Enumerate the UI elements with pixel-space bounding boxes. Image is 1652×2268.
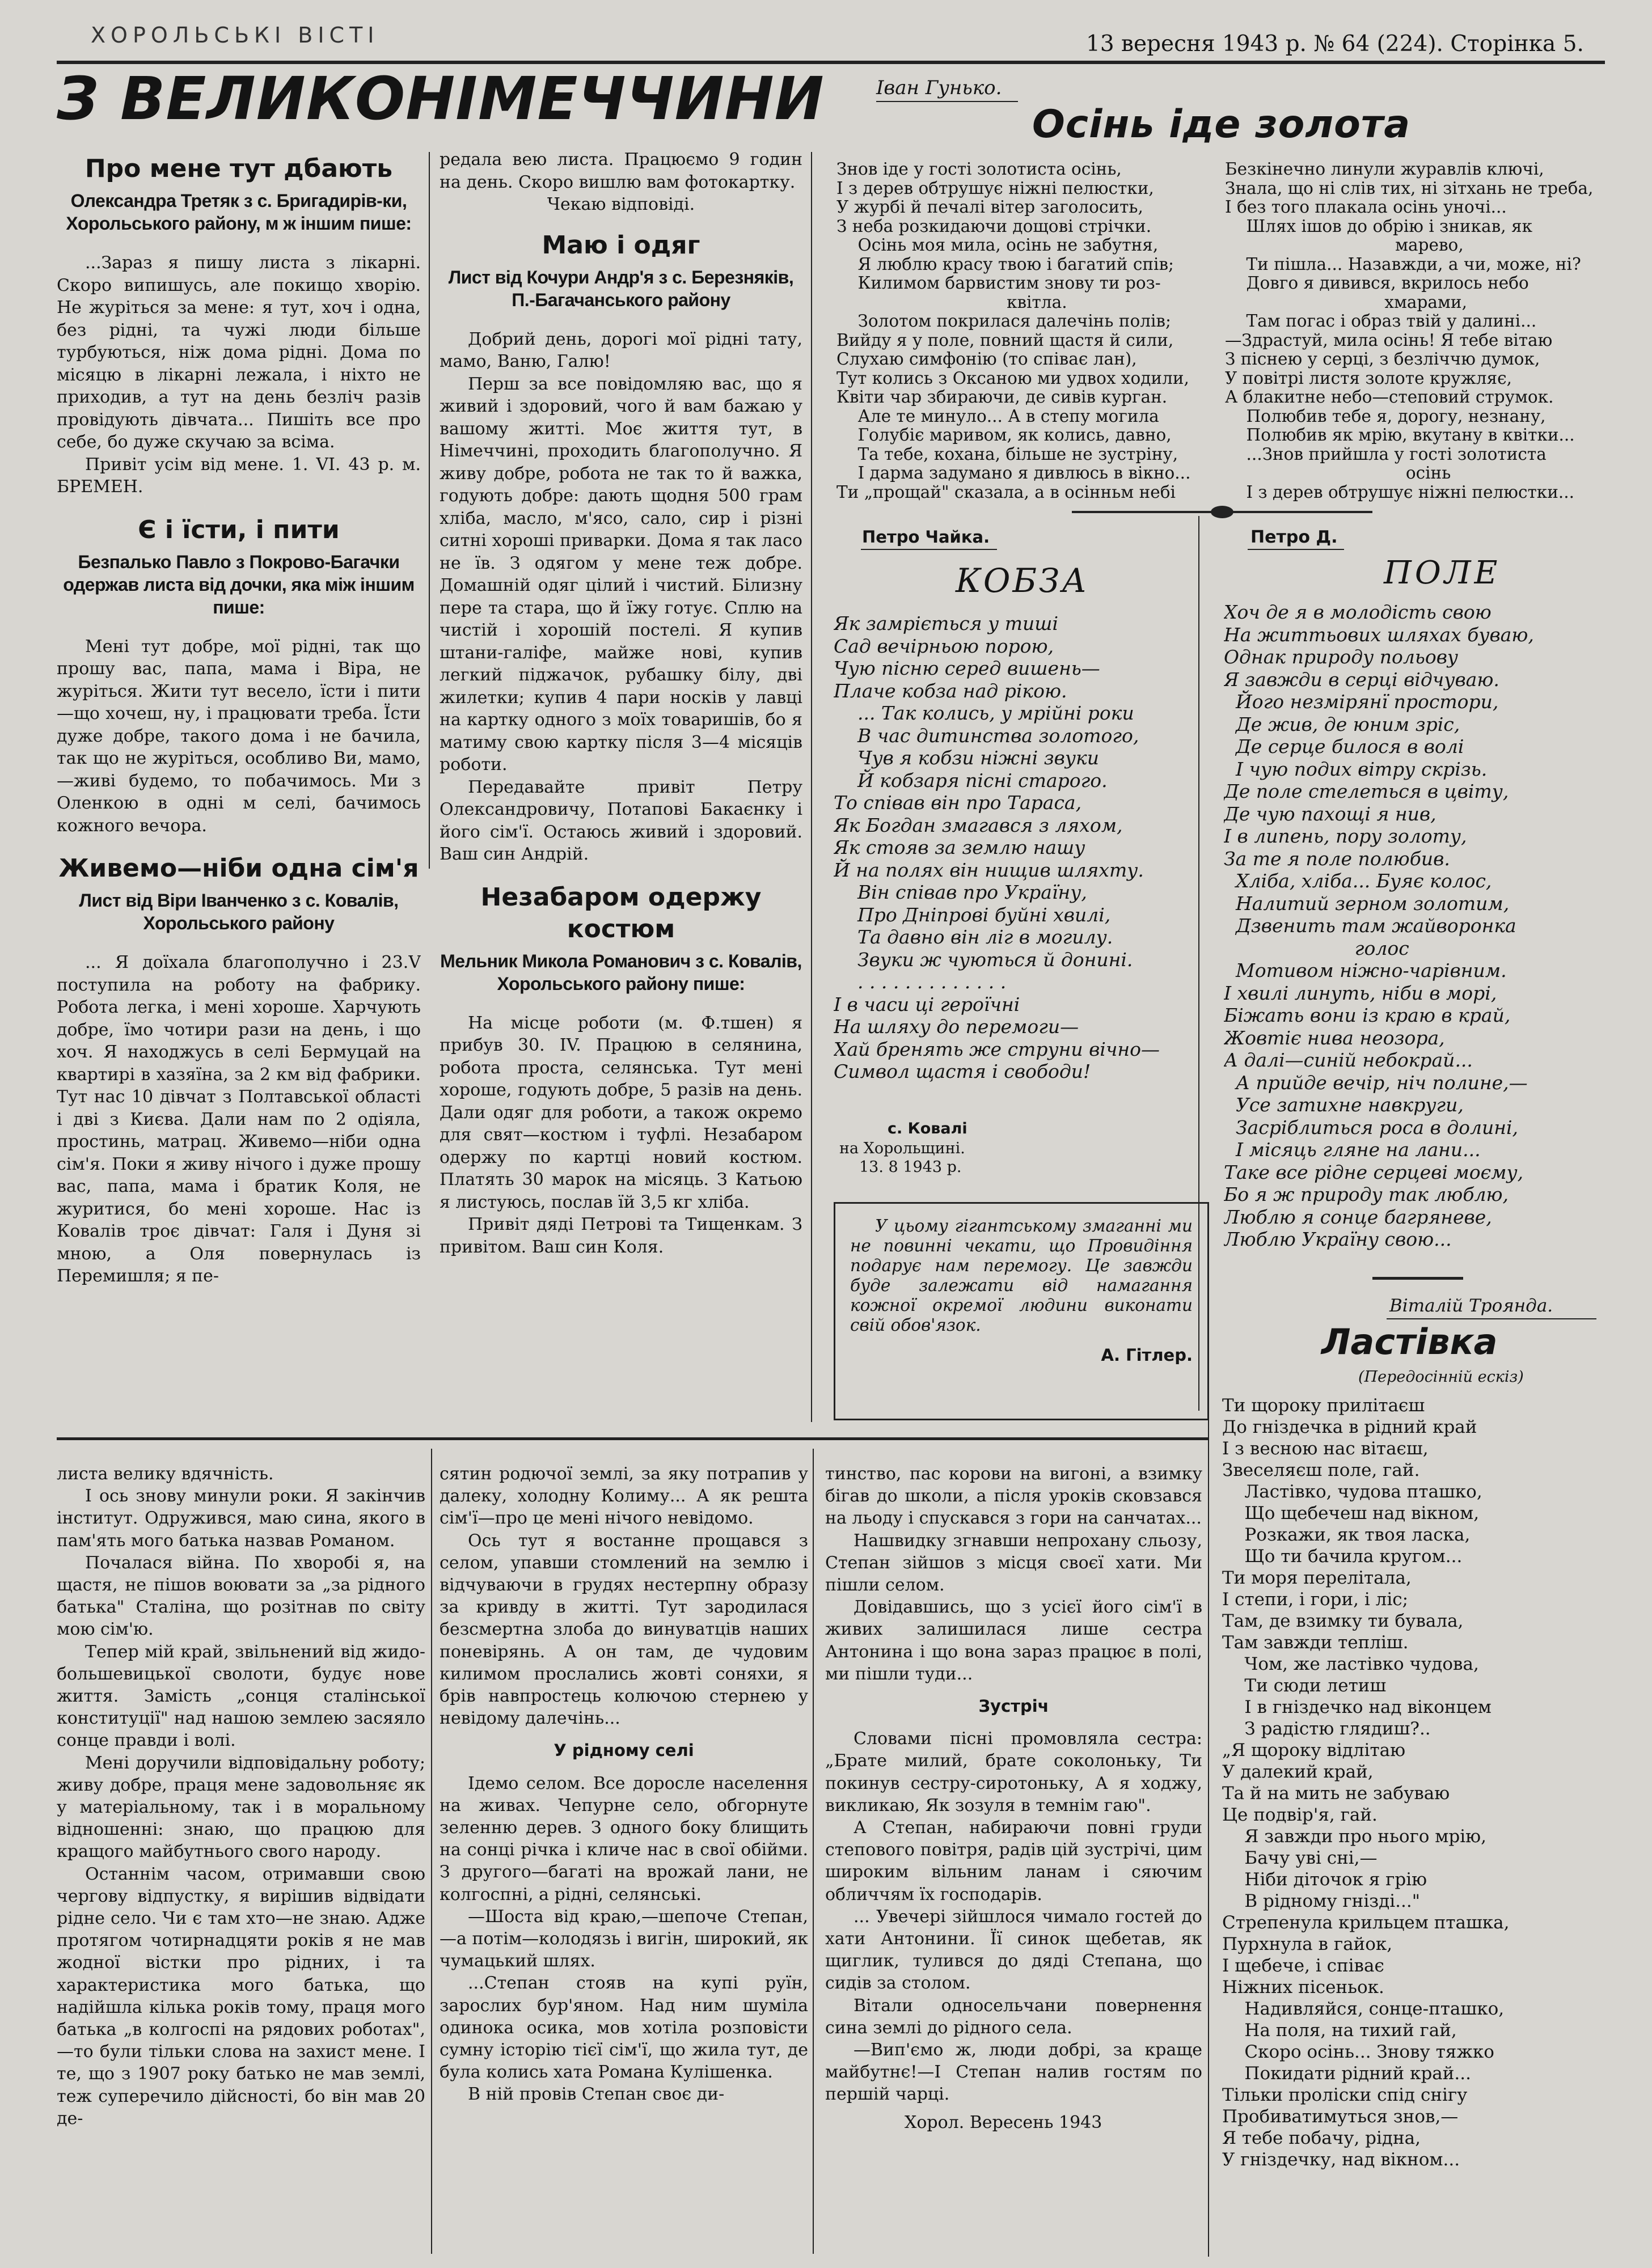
story-paragraph: ...Степан стояв на купі руїн, зарослих бур'яном. Над ним шуміла одинока осика, мов хотіла розповісти сумну історію тієї сім'ї, що жила тут, де була колись хата Романа Кулішенка. [440,1973,808,2083]
poem-line: Як замріється у тиші [834,612,1059,634]
story-column-2 [440,1463,808,2259]
poem-line: І місяць гляне на лани... [1224,1139,1481,1161]
article-lead: Лист від Кочури Андр'я з с. Березняків, П.-Багачанського району [448,266,794,310]
poem-line: Ти „прощай" сказала, а в осінньм небі [836,482,1176,502]
poem-line: Бачу уві сні,— [1222,1848,1378,1868]
poem-line: Біжать вони із краю в край, [1224,1004,1511,1026]
poem-line: Шлях ішов до обрію і зникав, як [1225,216,1533,236]
story-paragraph: А Степан, набираючи повні груди степового повітря, радів цій зустрічі, цим широким вільним ланам і сяючим обличчям їх господарів. [825,1818,1202,1905]
quote-text: У цьому гігантському змаганні ми не повинні чекати, що Провидіння подарує нам перемогу. Це завжди буде залежати від намагання кожної окремої людини виконати свій обов'язок. [850,1216,1193,1335]
poem-line: Він співав про Україну, [834,881,1087,903]
poem-line: Розкажи, як твоя ласка, [1222,1525,1471,1545]
poem-pole [1224,601,1615,1267]
poem-line: Голубіє маривом, як колись, давно, [836,425,1172,445]
column-1 [57,147,421,1430]
poem-line: То співав він про Тараса, [834,792,1082,814]
story-paragraph: Словами пісні промовляла сестра: „Брате милий, брате соколоньку, Ти покинув сестру-сиротоньку, А я ходжу, викликаю, Як зозуля в темнім гаю". [825,1729,1202,1816]
poem-line: Золотом покрилася далечінь полів; [836,311,1171,331]
poem-line: Та й на мить не забуваю [1222,1783,1450,1804]
poem-line: ... Так колись, у мрійні роки [834,702,1134,724]
author-underline [876,101,1018,102]
poem-author: Іван Гунько. [876,77,1002,99]
poem-line: І хвилі линуть, ніби в морі, [1224,981,1497,1004]
poem-line: Знала, що ні слів тих, ні зітхань не треба, [1225,178,1594,198]
poem-line: Що щебечеш над вікном, [1222,1503,1480,1524]
poem-line: Та тебе, кохана, більше не зустріну, [836,444,1178,464]
poem-line: З піснею у серці, з безліччю думок, [1225,349,1540,369]
story-column-3 [825,1463,1202,2259]
poem-line: Ти моря перелітала, [1222,1568,1412,1588]
poem-line: За те я поле полюбив. [1224,847,1450,870]
poem-line: Я тебе побачу, рідна, [1222,2128,1421,2148]
author-underline [1387,1318,1596,1319]
poem-line: Квіти чар збираючи, де сивів курган. [836,387,1168,407]
article-body: Передавайте привіт Петру Олександровичу, Потапові Бакаєнку і його сім'ї. Остаюсь живий і здоровий. Ваш син Андрій. [440,777,802,864]
poem-line: Про Дніпрові буйні хвилі, [834,903,1111,926]
poem-line: А блакитне небо—степовий струмок. [1225,387,1554,407]
poem-line: Я люблю красу твою і багатий спів; [836,254,1174,274]
story-paragraph: Мені доручили відповідальну роботу; живу добре, праця мене задовольняє як у матеріальному, так і в моральному відношенні: знаю, що працюю для кращого майбутнього свого народу. [57,1753,425,1862]
poem-title: КОБЗА [956,561,1089,600]
poem-line: Я завжди в серці відчуваю. [1224,668,1499,691]
poem-line: Мотивом ніжно-чарівним. [1224,959,1507,981]
poem-line: І дарма задумано я дивлюсь в вікно... [836,463,1191,483]
poem-line: Де чую пахощі я нив, [1224,802,1436,825]
poem-line: Вийду я у поле, повний щастя й сили, [836,330,1174,350]
poem-line: Сад вечірньою порою, [834,634,1054,657]
poem-line: І степи, і гори, і ліс; [1222,1589,1409,1610]
column-rule [811,152,812,1422]
poem-line: У повітрі листя золоте кружляє, [1225,368,1512,388]
poem-line: На життьових шляхах буваю, [1224,623,1534,646]
poem-line: І щебече, і співає [1222,1956,1384,1976]
poem-line: А прийде вечір, ніч полине,— [1224,1071,1528,1094]
poem-line: Засріблиться роса в долині, [1224,1116,1519,1139]
poem-line: ...Знов прийшла у гості золотиста [1225,444,1547,464]
article-title: Незабаром одержу костюм [480,882,762,943]
story-paragraph: Ідемо селом. Все доросле населення на живах. Чепурне село, обгорнуте зеленню дерев. З одного боку блищить на сонці річка і кличе нас в свої обійми. З другого—багаті на врожай лани, не колгоспні, а рідні, селянські. [440,1773,808,1905]
section-divider [57,1437,1208,1440]
poem-line: Як стояв за землю нашу [834,836,1085,858]
story-paragraph: І ось знову минули роки. Я закінчив інститут. Одружився, маю сина, якого в пам'ять мого батька назвав Романом. [57,1486,425,1551]
article-body: Перш за все повідомляю вас, що я живий і здоровий, чого й вам бажаю у вашому житті. Моє життя тут, в Німеччині, проходить благополучно. Я живу добре, робота не так то й важка, годують добре: дають щодня 500 грам хліба, масло, м'ясо, сало, сир і різні ситні хороші приварки. Дома я так ласо не їв. З одягом у мене теж добре. Домашній одяг цілий і чистий. Білизну пере та стара, що й їжу готує. Сплю на чистій і хорошій постелі. Я купив штани-галіфе, майже нові, купив легкий піджачок, рубашку білу, дві жилетки; купив 4 пари носків у лавці на картку одного з моїх товаришів, бо я матиму свою картку після 3—4 місяців роботи. [440,374,802,775]
poem-line: У гніздечку, над вікном... [1222,2149,1460,2170]
poem-line: У журбі й печалі вітер заголосить, [836,197,1143,217]
story-paragraph: Вітали односельчани повернення сина землі до рідного села. [825,1995,1202,2038]
poem-author: Віталій Троянда. [1389,1296,1553,1316]
poem-line: Тільки проліски спід снігу [1222,2085,1468,2105]
story-paragraph: Довідавшись, що з усієї його сім'ї в живих залишилася лише сестра Антонина і що вона зараз працює в полі, ми пішли туди... [825,1597,1202,1684]
poem-line: осінь [1225,463,1451,483]
poem-line: Ти сюди летиш [1222,1675,1387,1696]
quote-box [834,1202,1209,1420]
poem-line: Бо я ж природу так люблю, [1224,1183,1509,1205]
poem-line: „Я щороку відлітаю [1222,1740,1406,1761]
column-rule [813,1449,814,2254]
story-paragraph: В ній провів Степан своє ди- [468,2084,725,2105]
masthead-issue-info: 13 вересня 1943 р. № 64 (224). Сторінка 5. [1086,31,1584,57]
article-closing: Привіт усім від мене. 1. VI. 43 р. м. БРЕМЕН. [57,454,421,497]
article-body: На місце роботи (м. Ф.тшен) я прибув 30. IV. Працюю в селянина, робота проста, селянська. Тут мені хороше, годують добре, 5 разів на день. Дали одяг для роботи, а також окремо для свят—костюм і туфлі. Незабаром одержу по картці новий костюм. Платять 30 марок на місяць. З Катьою я листуюсь, послав їй 3,5 кг хліба. [440,1013,802,1212]
poem-date: 13. 8 1943 р. [859,1158,962,1176]
article-title: Є і їсти, і пити [138,515,340,544]
poem-line: І в часи ці героїчні [834,993,1020,1015]
poem-line: Але те минуло... А в степу могила [836,406,1159,426]
poem-line: Хліба, хліба... Буяє колос, [1224,870,1492,892]
poem-author: Петро Д. [1250,527,1338,547]
poem-line: Хоч де я в молодість свою [1224,601,1492,623]
story-paragraph: Останнім часом, отримавши свою чергову відпустку, я вирішив відвідати рідне село. Чи є там хто—не знаю. Адже протягом чотирнадцяти років я не мав жодної вістки про рідних, і та характеристика мого батька, що надійшла кілька років тому, праця мого батька „в колгоспі на рядових роботах", —то були тільки слова на захист мене. І те, що з 1907 року батько не мав землі, теж суперечило дійсності, бо він мав 20 де- [57,1864,425,2129]
poem-line: Килимом барвистим знову ти роз- [836,273,1161,293]
poem-line: Дзвенить там жайворонка [1224,915,1516,937]
poem-line: Хай бренять же струни вічно— [834,1038,1160,1060]
story-column-1 [57,1463,425,2259]
poem-line: Чув я кобзи ніжні звуки [834,747,1099,769]
quote-author: А. Гітлер. [1101,1345,1193,1365]
poem-line: Усе затихне навкруги, [1224,1094,1464,1116]
poem-line: Тут колись з Оксаною ми удвох ходили, [836,368,1189,388]
article-title: Живемо—ніби одна сім'я [58,854,419,883]
article-body: Мені тут добре, мої рідні, так що прошу вас, папа, мама і Віра, не журіться. Жити тут весело, їсти і пити—що хочеш, ну, і працювати треба. Їсти дуже добре, такого дома і не бачила, так що не журіться, особливо Ви, мамо,—живі будемо, то побачимось. Ми з Оленкою в одні м селі, бачимось кожного вечора. [57,636,421,836]
poem-kobza [834,612,1197,1140]
story-paragraph: сятин родючої землі, за яку потрапив у далеку, холодну Колиму... А як решта сім'ї—про це мені нічого невідомо. [440,1464,808,1529]
poem-line: Полюбив як мрію, вкутану в квітки... [1225,425,1575,445]
poem-line: . . . . . . . . . . . . . [834,971,1007,993]
poem-line: Я завжди про нього мрію, [1222,1826,1486,1847]
poem-osin-right [1225,160,1611,506]
poem-line: Жовтіє нива неозора, [1224,1026,1445,1049]
poem-line: Ніжних пісеньок. [1222,1977,1384,1998]
article-lead: Олександра Третяк з с. Бригадирів-ки, Хорольського району, м ж іншим пише: [66,191,412,234]
poem-line: Звеселяєш поле, гай. [1222,1460,1420,1480]
poem-line: хмарами, [1225,292,1467,312]
story-paragraph: листа велику вдячність. [57,1464,274,1484]
poem-line: Надивляйся, сонце-пташко, [1222,1999,1505,2019]
poem-line: І без того плакала осінь уночі... [1225,197,1507,217]
story-paragraph: ... Увечері зійшлося чимало гостей до хати Антонини. Її синок щебетав, як щиглик, тулився до дяді Степана, що сидів за столом. [825,1906,1202,1994]
story-subheading: Зустріч [978,1696,1049,1716]
poem-line: Люблю я сонце багряневе, [1224,1205,1492,1228]
poem-line: З неба розкидаючи дощові стрічки. [836,216,1152,236]
poem-line: До гніздечка в рідний край [1222,1417,1477,1437]
story-paragraph: —Шоста від краю,—шепоче Степан,—а потім—колодязь і вигін, широкий, як чумацький шлях. [440,1906,808,1971]
poem-line: Покидати рідний край... [1222,2063,1471,2084]
poem-line: Пробиватимуться знов,— [1222,2106,1459,2127]
column-rule [431,1449,432,2254]
poem-line: Ти пішла... Назавжди, а чи, може, ні? [1225,254,1581,274]
poem-line: В рідному гнізді..." [1222,1891,1420,1911]
column-rule [1208,1395,1209,2257]
poem-line: Що ти бачила кругом... [1222,1546,1463,1567]
poem-line: Звуки ж чуються й донині. [834,948,1133,971]
poem-line: І чую подих вітру скрізь. [1224,758,1488,780]
short-divider [1372,1277,1463,1280]
poem-line: Його незмірянї простори, [1224,691,1499,713]
poem-line: Чом, же ластівко чудова, [1222,1654,1479,1674]
poem-line: Пурхнула в гайок, [1222,1934,1393,1954]
poem-line: Люблю Україну свою... [1224,1228,1452,1250]
poem-line: У далекий край, [1222,1762,1374,1782]
poem-subtitle: (Передосінній ескіз) [1358,1368,1524,1386]
article-continuation: редала вею листа. Працюємо 9 годин на день. Скоро вишлю вам фотокартку. [440,150,802,192]
poem-line: Довго я дивився, вкрилось небо [1225,273,1529,293]
poem-line: Таке все рідне серцеві моєму, [1224,1161,1524,1183]
poem-line: Ти щороку прилітаєш [1222,1395,1425,1416]
story-paragraph: —Вип'ємо ж, люди добрі, за краще майбутнє!—І Степан налив гостям по першій чарці. [825,2040,1202,2105]
poem-line: Налитий зерном золотим, [1224,892,1510,915]
story-paragraph: тинство, пас корови на вигоні, а взимку бігав до школи, а після уроків сковзався на льоду і спускався з гори на санчатах... [825,1464,1202,1529]
poem-line: Полюбив тебе я, дорогу, незнану, [1225,406,1546,426]
poem-line: На шляху до перемоги— [834,1015,1079,1038]
section-title: З ВЕЛИКОНІМЕЧЧИНИ [57,64,825,133]
article-title: Маю і одяг [542,230,700,260]
poem-line: Плаче кобза над рікою. [834,679,1067,702]
poem-line: Безкінечно линули журавлів ключі, [1225,160,1544,179]
author-underline [861,549,997,550]
poem-line: Осінь моя мила, осінь не забутня, [836,235,1159,255]
poem-line: Й на полях він нищив шляхту. [834,858,1144,881]
poem-line: Знов іде у гості золотиста осінь, [836,160,1122,179]
article-lead: Безпалько Павло з Покрово-Багачки одержав листа від дочки, яка між іншим пише: [63,551,415,617]
poem-line: Там погас і образ твій у далині... [1225,311,1537,331]
poem-line: А далі—синій небокрай... [1224,1049,1473,1071]
poem-line: На поля, на тихий гай, [1222,2020,1457,2041]
poem-line: І з дерев обтрушує ніжні пелюстки... [1225,482,1575,502]
story-paragraph: Ось тут я востанне прощався з селом, упавши стомлений на землю і відчуваючи в грудях нестерпну образу за кривду в житті. Тут зародилася безсмертна злоба до винуватців наших поневірянь. А он там, де чудовим килимом прослались жовті соняхи, я брів навпростець колючою стернею у невідому далечінь... [440,1530,808,1729]
poem-title: ПОЛЕ [1384,555,1501,591]
poem-line: —Здрастуй, мила осінь! Я тебе вітаю [1225,330,1553,350]
article-closing: Привіт дяді Петрові та Тищенкам. З привітом. Ваш син Коля. [440,1215,802,1257]
poem-line: голос [1224,937,1409,959]
poem-place-2: на Хорольщині. [839,1140,965,1157]
poem-line: Ніби діточок я грію [1222,1869,1427,1890]
article-signoff: Чекаю відповіді. [547,194,695,214]
poem-line: Це подвір'я, гай. [1222,1805,1378,1825]
masthead-paper-name: ХОРОЛЬСЬКІ ВІСТІ [91,23,379,48]
article-title: Про мене тут дбають [84,154,393,183]
poem-line: Й кобзаря пісні старого. [834,769,1108,792]
column-2 [440,149,802,1431]
poem-line: З радістю глядиш?.. [1222,1719,1431,1739]
article-body: ... Я доїхала благополучно і 23.V поступила на роботу на фабрику. Робота легка, і мені хороше. Харчують добре, їмо чотири рази на день, і що хоч. Я находжусь в селі Бермуцай на квартирі в хазяїна, за 2 км від фабрики. Тут нас 10 дівчат з Полтавської області і дві з Києва. Дали нам по 2 одіяла, простинь, матрац. Живемо—ніби одна сім'я. Поки я живу нічого і дуже прошу вас, папа, мама і братик Коля, не журитися, бо мені хороше. Нас із Ковалів троє дівчат: Галя і Дуня зі мною, а Оля повернулась із Перемишля; я пе- [57,953,421,1286]
ornament-divider [1072,506,1372,518]
poem-line: Як Богдан змагався з ляхом, [834,814,1123,836]
poem-line: В час дитинства золотого, [834,724,1139,747]
poem-line: І в липень, пору золоту, [1224,825,1467,847]
poem-line: квітла. [836,292,1067,312]
poem-author: Петро Чайка. [862,527,990,547]
poem-line: Де жив, де юним зріс, [1224,713,1460,735]
story-paragraph: Нашвидку згнавши непрохану сльозу, Степан зійшов з місця своєї хати. Ми пішли селом. [825,1530,1202,1596]
poem-line: Де поле стелеться в цвіту, [1224,780,1509,802]
poem-line: І в гніздечко над віконцем [1222,1697,1492,1717]
poem-line: Скоро осінь... Знову тяжко [1222,2042,1494,2062]
poem-line: Однак природу польову [1224,646,1459,668]
poem-line: Там, де взимку ти бувала, [1222,1611,1464,1631]
article-lead: Мельник Микола Романович з с. Ковалів, Хорольського району пише: [440,950,802,994]
poem-line: Стрепенула крильцем пташка, [1222,1912,1510,1933]
article-body: ...Зараз я пишу листа з лікарні. Скоро випишусь, але покищо хворію. Не журіться за мене: я тут, хоч і одна, без рідні, та чужі люди більше турбуються, ніж дома рідні. Дома по місяцю в лікарні лежала, і ніхто не приходив, а тут на день безліч разів провідують дівчата... Пишіть все про себе, бо дуже скучаю за всіма. [57,253,421,452]
story-paragraph: Тепер мій край, звільнений від жидо-большевицької сволоти, будує нове життя. Замість „сонця сталінської конституції" над нашою землею засяяло сонце правди і волі. [57,1641,425,1751]
poem-place: с. Ковалі [888,1120,967,1137]
poem-line: Де серце билося в волі [1224,735,1464,758]
poem-title: Ластівка [1321,1321,1498,1363]
article-lead: Лист від Віри Іванченко з с. Ковалів, Хорольського району [79,890,399,933]
poem-line: марево, [1225,235,1464,255]
poem-osin-left [836,160,1222,506]
poem-line: Та давно він ліг в могилу. [834,926,1113,948]
poem-line: Ластівко, чудова пташко, [1222,1482,1482,1502]
author-underline [1248,549,1344,550]
poem-line: Слухаю симфонію (то співає лан), [836,349,1137,369]
story-signature: Хорол. Вересень 1943 [905,2112,1102,2132]
poem-line: Чую пісню серед вишень— [834,657,1100,679]
poem-title: Осінь іде золота [1032,102,1411,147]
column-rule [429,152,430,869]
poem-line: Там завжди тепліш. [1222,1632,1409,1653]
story-paragraph: Почалася війна. По хворобі я, на щастя, не пішов воювати за „за рідного батька" Сталіна, що розітнав по світу мою сім'ю. [57,1552,425,1640]
article-body: Добрий день, дорогі мої рідні тату, мамо, Ваню, Галю! [440,329,802,371]
poem-lastivka [1222,1395,1619,2200]
story-subheading: У рідному селі [554,1741,694,1761]
poem-line: І з весною нас вітаєш, [1222,1438,1429,1459]
poem-line: Символ щастя і свободи! [834,1060,1091,1082]
poem-line: І з дерев обтрушує ніжні пелюстки, [836,178,1154,198]
